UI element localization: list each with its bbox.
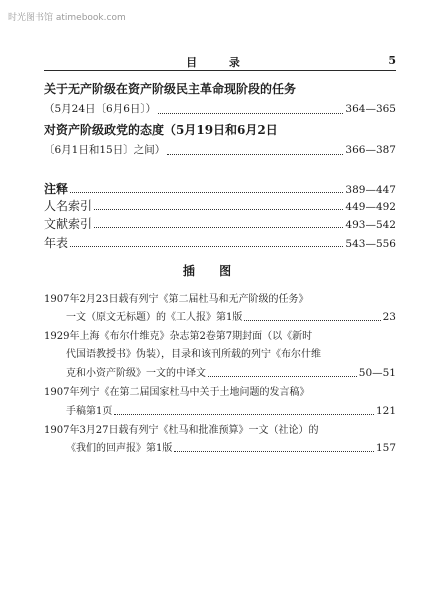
illustration-entry (66, 439, 396, 455)
illustration-entry-text: 手稿第1页 (66, 406, 113, 417)
toc-entry (44, 142, 396, 158)
toc-entry-text: 关于无产阶级在资产阶级民主革命现阶段的任务 (44, 82, 297, 96)
index-entry (44, 197, 396, 213)
toc-entry-text: 对资产阶级政党的态度（5月19日和6月2日 (44, 123, 278, 137)
illustration-entry (66, 402, 396, 418)
toc-entry-pages: 364—365 (345, 103, 396, 115)
illustration-entry (44, 421, 396, 437)
illustration-entry (44, 383, 396, 399)
leader-dots (244, 311, 380, 321)
illustration-entry-pages: 50—51 (358, 367, 396, 379)
illustration-entry (44, 290, 396, 306)
leader-dots (158, 104, 343, 114)
watermark: 时光图书馆 atimebook.com (8, 13, 126, 23)
illustration-entry (66, 364, 396, 380)
toc-entry-pages: 366—387 (345, 144, 396, 156)
illustration-entry (44, 327, 396, 343)
leader-dots (94, 200, 343, 210)
index-entry-pages: 543—556 (345, 238, 396, 250)
illustration-entry-text: 1907年3月27日载有列宁《杜马和批准预算》一文（社论）的 (44, 425, 319, 436)
illustration-entry-text: 一文（原文无标题）的《工人报》第1版 (66, 312, 243, 323)
illustration-entry-text: 克和小资产阶级》一文的中译文 (66, 368, 206, 379)
index-entry-text: 人名索引 (44, 199, 93, 213)
illustrations-heading: 插 图 (182, 264, 242, 278)
leader-dots (94, 218, 343, 228)
page-number: 5 (388, 54, 396, 67)
toc-entry (44, 121, 396, 137)
page-header (44, 54, 396, 71)
page-header-title: 目 录 (186, 56, 254, 69)
illustration-entry-text: 1929年上海《布尔什维克》杂志第2卷第7期封面（以《新时 (44, 331, 313, 342)
toc-entry-text: （5月24日〔6月6日〕） (44, 103, 157, 115)
illustration-entry-text: 1907年列宁《在第二届国家杜马中关于土地问题的发言稿》 (44, 387, 310, 398)
index-entry-pages: 449—492 (345, 201, 396, 213)
illustration-entry (66, 308, 396, 324)
index-entry-text: 文献索引 (44, 217, 93, 231)
illustration-entry-text: 《我们的回声报》第1版 (66, 443, 173, 454)
toc-entry (44, 80, 396, 96)
leader-dots (167, 145, 343, 155)
illustration-entry-text: 代国语教授书》伪装），目录和该刊所载的列宁《布尔什维 (66, 349, 321, 360)
index-entry-pages: 493—542 (345, 219, 396, 231)
leader-dots (70, 237, 343, 247)
leader-dots (114, 405, 374, 415)
toc-entry (44, 101, 396, 117)
leader-dots (70, 183, 343, 193)
index-entry-text: 年表 (44, 236, 69, 250)
index-entry (44, 180, 396, 196)
leader-dots (174, 442, 374, 452)
illustration-entry-pages: 23 (382, 311, 396, 323)
index-entry (44, 215, 396, 231)
illustration-entry-pages: 121 (375, 405, 396, 417)
index-entry-text: 注释 (44, 182, 69, 196)
index-entry-pages: 389—447 (345, 184, 396, 196)
leader-dots (208, 367, 357, 377)
illustration-entry-text: 1907年2月23日载有列宁《第二届杜马和无产阶级的任务》 (44, 294, 309, 305)
illustration-entry-pages: 157 (375, 442, 396, 454)
index-entry (44, 234, 396, 250)
toc-entry-text: 〔6月1日和15日〕之间） (44, 144, 166, 156)
illustration-entry (66, 345, 396, 361)
